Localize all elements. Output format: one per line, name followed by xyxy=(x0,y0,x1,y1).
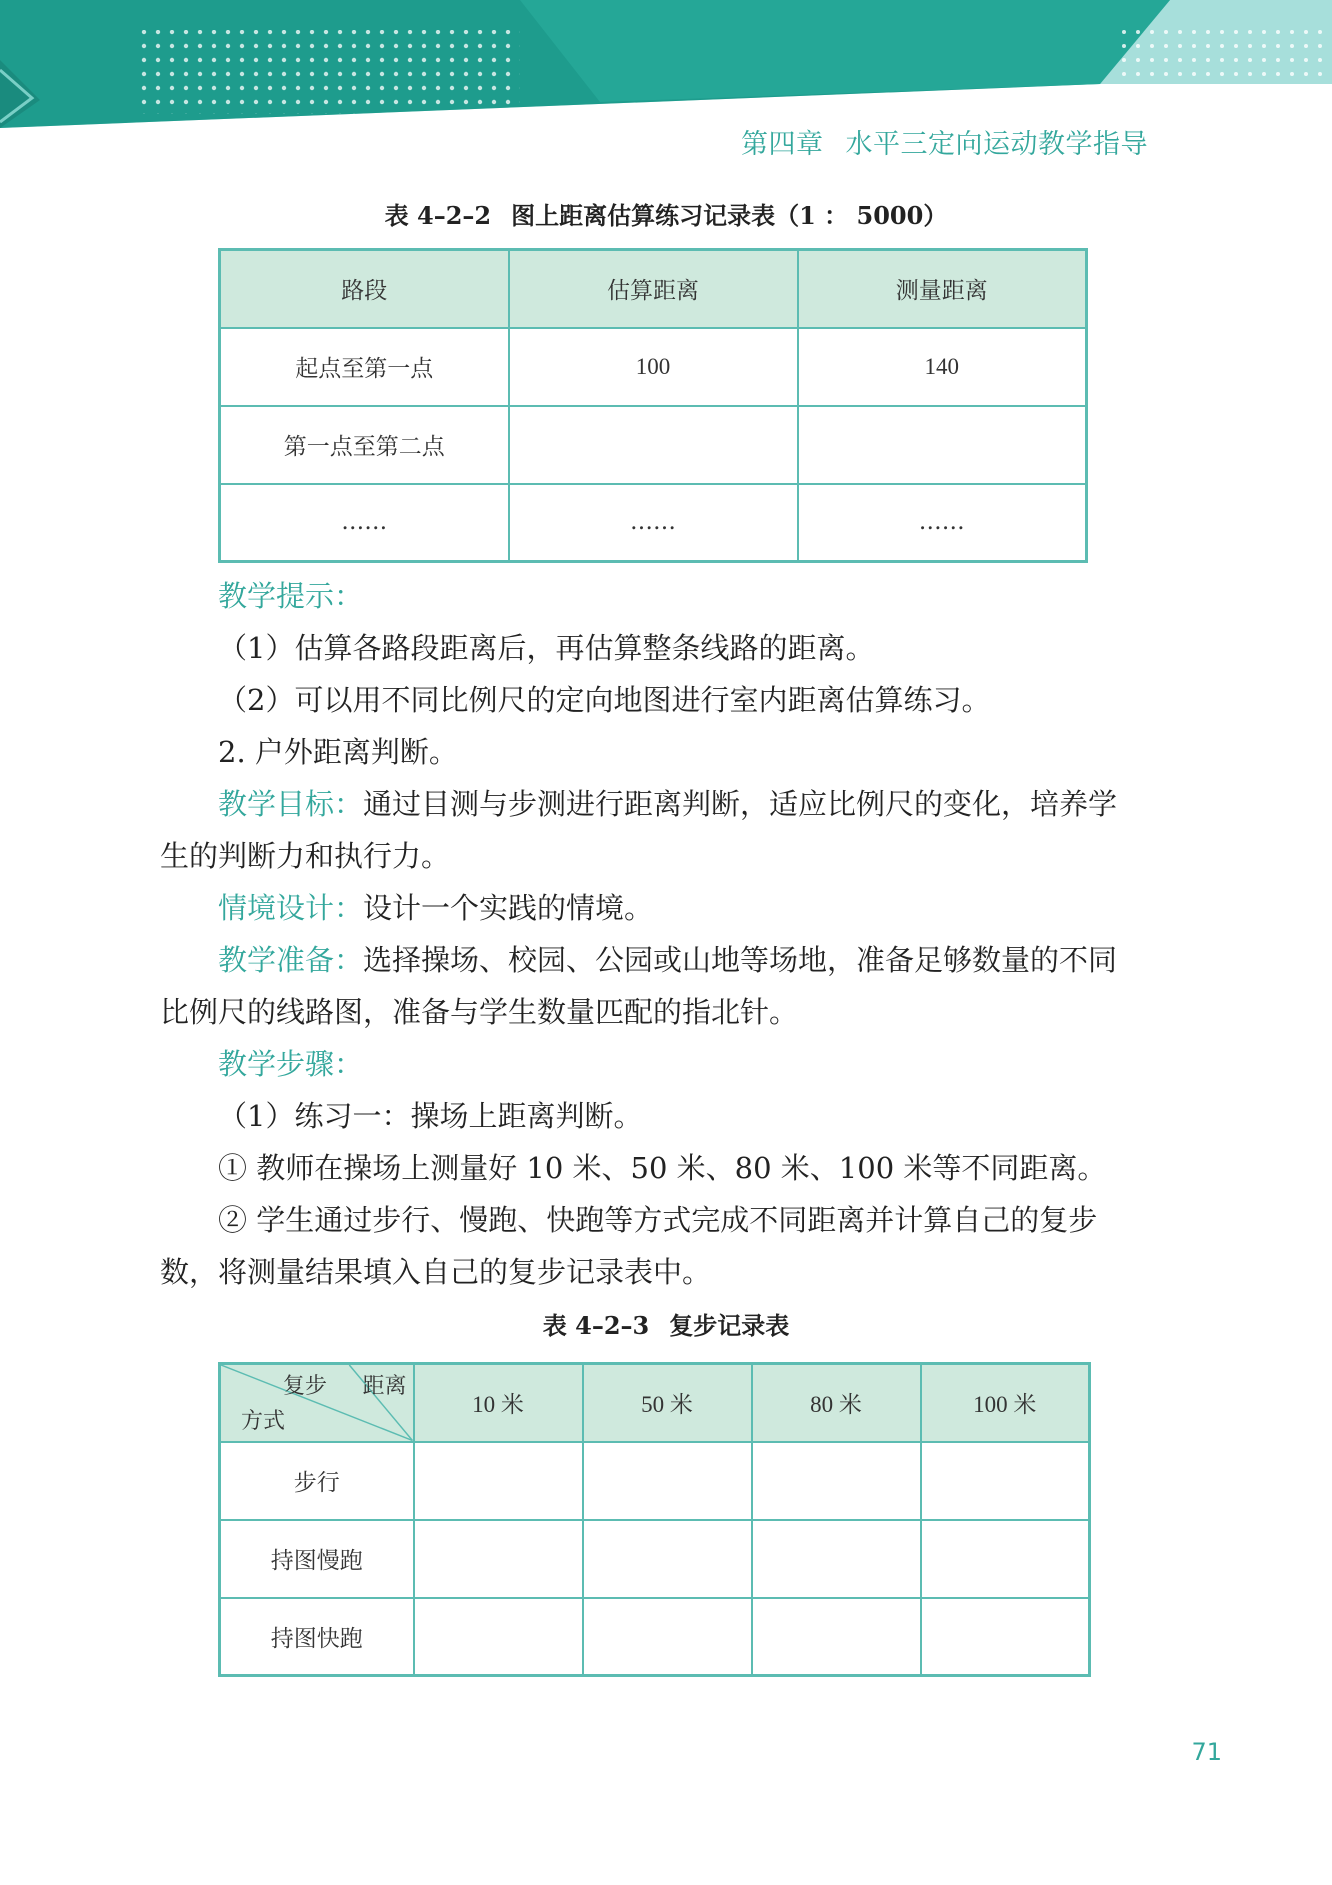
table-row xyxy=(220,406,1087,484)
column-header: 估算距离 xyxy=(509,250,798,328)
table-header-row xyxy=(220,250,1087,328)
table-cell: …… xyxy=(509,484,798,562)
step-item: ① 教师在操场上测量好 10 米、50 米、80 米、100 米等不同距离。 xyxy=(218,1151,1107,1185)
row-header: 持图慢跑 xyxy=(220,1520,414,1598)
row-header: 步行 xyxy=(220,1442,414,1520)
scenario-label: 情境设计： xyxy=(218,891,364,925)
step-item: （1）练习一：操场上距离判断。 xyxy=(218,1099,643,1133)
table2-title: 复步记录表 xyxy=(669,1311,790,1340)
column-header: 10 米 xyxy=(414,1364,583,1442)
column-header: 测量距离 xyxy=(798,250,1087,328)
tip-item: （2）可以用不同比例尺的定向地图进行室内距离估算练习。 xyxy=(218,683,991,717)
table-cell xyxy=(583,1598,752,1676)
section-heading: 2. 户外距离判断。 xyxy=(218,735,458,769)
step-item-cont: 数，将测量结果填入自己的复步记录表中。 xyxy=(160,1255,712,1289)
table-cell: 第一点至第二点 xyxy=(220,406,509,484)
chapter-header xyxy=(741,122,1148,161)
steps-heading: 教学步骤： xyxy=(218,1047,364,1081)
table-cell xyxy=(921,1520,1090,1598)
page-number: 71 xyxy=(1191,1738,1222,1766)
column-header: 路段 xyxy=(220,250,509,328)
chapter-number: 第四章 xyxy=(741,129,824,160)
prep-label: 教学准备： xyxy=(218,943,364,977)
table-cell xyxy=(752,1598,921,1676)
table1-number: 表 4–2–2 xyxy=(384,201,492,230)
table-row xyxy=(220,1520,1090,1598)
table-cell xyxy=(509,406,798,484)
table-cell xyxy=(583,1442,752,1520)
table-cell: …… xyxy=(798,484,1087,562)
column-header: 50 米 xyxy=(583,1364,752,1442)
table-cell: 起点至第一点 xyxy=(220,328,509,406)
table-cell xyxy=(752,1442,921,1520)
table-row xyxy=(220,1598,1090,1676)
tips-heading: 教学提示： xyxy=(218,579,364,613)
scenario-paragraph xyxy=(160,882,1160,934)
table-row xyxy=(220,328,1087,406)
chapter-title: 水平三定向运动教学指导 xyxy=(845,129,1148,160)
pace-record-table xyxy=(218,1362,1091,1677)
corner-label-right: 距离 xyxy=(362,1374,407,1399)
goal-paragraph-cont: 生的判断力和执行力。 xyxy=(160,839,451,873)
table-row xyxy=(220,484,1087,562)
distance-estimate-table xyxy=(218,248,1088,563)
table-cell xyxy=(798,406,1087,484)
table-cell xyxy=(752,1520,921,1598)
table1-title: 图上距离估算练习记录表（1 ： 5000） xyxy=(511,201,948,230)
column-header: 80 米 xyxy=(752,1364,921,1442)
diagonal-header-cell xyxy=(220,1364,414,1442)
column-header: 100 米 xyxy=(921,1364,1090,1442)
corner-label-top: 复步 xyxy=(283,1374,328,1399)
table-header-row xyxy=(220,1364,1090,1442)
top-banner xyxy=(0,0,1332,140)
table2-caption xyxy=(0,1306,1332,1341)
goal-label: 教学目标： xyxy=(218,787,364,821)
table-cell xyxy=(414,1598,583,1676)
prep-paragraph-cont: 比例尺的线路图，准备与学生数量匹配的指北针。 xyxy=(160,995,799,1029)
table2-number: 表 4–2–3 xyxy=(542,1311,650,1340)
step-item: ② 学生通过步行、慢跑、快跑等方式完成不同距离并计算自己的复步 xyxy=(218,1203,1098,1237)
table-cell xyxy=(921,1598,1090,1676)
prep-paragraph xyxy=(160,934,1160,986)
goal-text: 通过目测与步测进行距离判断，适应比例尺的变化，培养学 xyxy=(363,787,1118,821)
table-cell: 140 xyxy=(798,328,1087,406)
table-row xyxy=(220,1442,1090,1520)
table-cell: …… xyxy=(220,484,509,562)
table-cell xyxy=(583,1520,752,1598)
tip-item: （1）估算各路段距离后，再估算整条线路的距离。 xyxy=(218,631,875,665)
goal-paragraph xyxy=(160,778,1160,830)
corner-label-bottom: 方式 xyxy=(241,1408,286,1434)
prep-text: 选择操场、校园、公园或山地等场地，准备足够数量的不同 xyxy=(363,943,1118,977)
table-cell: 100 xyxy=(509,328,798,406)
scenario-text: 设计一个实践的情境。 xyxy=(363,891,654,925)
table-cell xyxy=(921,1442,1090,1520)
row-header: 持图快跑 xyxy=(220,1598,414,1676)
table-cell xyxy=(414,1520,583,1598)
table1-caption xyxy=(0,196,1332,231)
table-cell xyxy=(414,1442,583,1520)
